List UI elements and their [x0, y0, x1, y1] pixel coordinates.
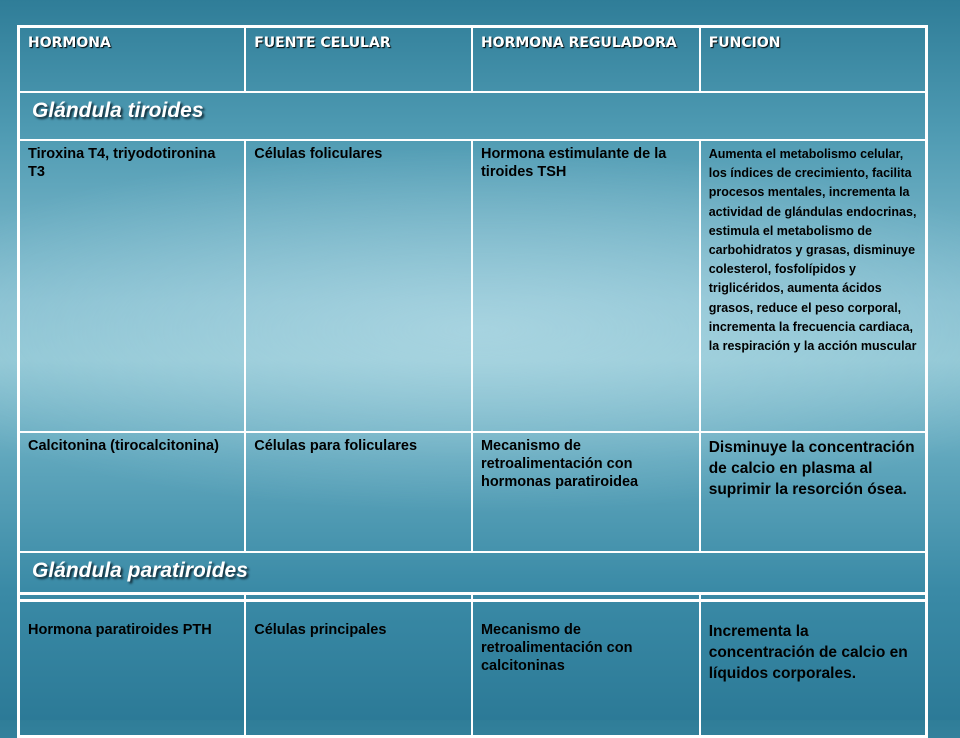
- header-row: [19, 27, 927, 93]
- section-row-tiroides: [19, 92, 927, 140]
- cell-funcion: Incrementa la concentración de calcio en líquidos corporales.: [700, 594, 927, 737]
- paratiroides-table: [17, 592, 928, 738]
- cell-reguladora: Mecanismo de retroalimentación con calcitoninas: [472, 594, 700, 737]
- table-row: [19, 432, 927, 552]
- cell-hormona: Calcitonina (tirocalcitonina): [19, 432, 246, 552]
- cell-funcion: Aumenta el metabolismo celular, los índices de crecimiento, facilita procesos mentales, incrementa la actividad de glándulas endocrinas, estimula el metabolismo de carbohidratos y grasas, disminuye colesterol, fosfolípidos y triglicéridos, aumenta ácidos grasos, reduce el peso corporal, incrementa la frecuencia cardiaca, la respiración y la acción muscular: [700, 140, 927, 432]
- table-row: [19, 140, 927, 432]
- cell-reguladora: Mecanismo de retroalimentación con hormonas paratiroidea: [472, 432, 700, 552]
- cell-hormona: Tiroxina T4, triyodotironina T3: [19, 140, 246, 432]
- header-hormona: HORMONA: [19, 27, 246, 93]
- hormone-table: [17, 25, 928, 602]
- header-funcion: FUNCION: [700, 27, 927, 93]
- cell-funcion: Disminuye la concentración de calcio en plasma al suprimir la resorción ósea.: [700, 432, 927, 552]
- cell-reguladora: Hormona estimulante de la tiroides TSH: [472, 140, 700, 432]
- cell-fuente: Células principales: [245, 594, 472, 737]
- section-title-tiroides: Glándula tiroides: [19, 92, 927, 140]
- section-title-paratiroides: Glándula paratiroides: [19, 552, 927, 601]
- table-row: [19, 594, 927, 737]
- cell-fuente: Células para foliculares: [245, 432, 472, 552]
- header-hormona-reguladora: HORMONA REGULADORA: [472, 27, 700, 93]
- cell-hormona: Hormona paratiroides PTH: [19, 594, 246, 737]
- cell-fuente: Células foliculares: [245, 140, 472, 432]
- header-fuente-celular: FUENTE CELULAR: [245, 27, 472, 93]
